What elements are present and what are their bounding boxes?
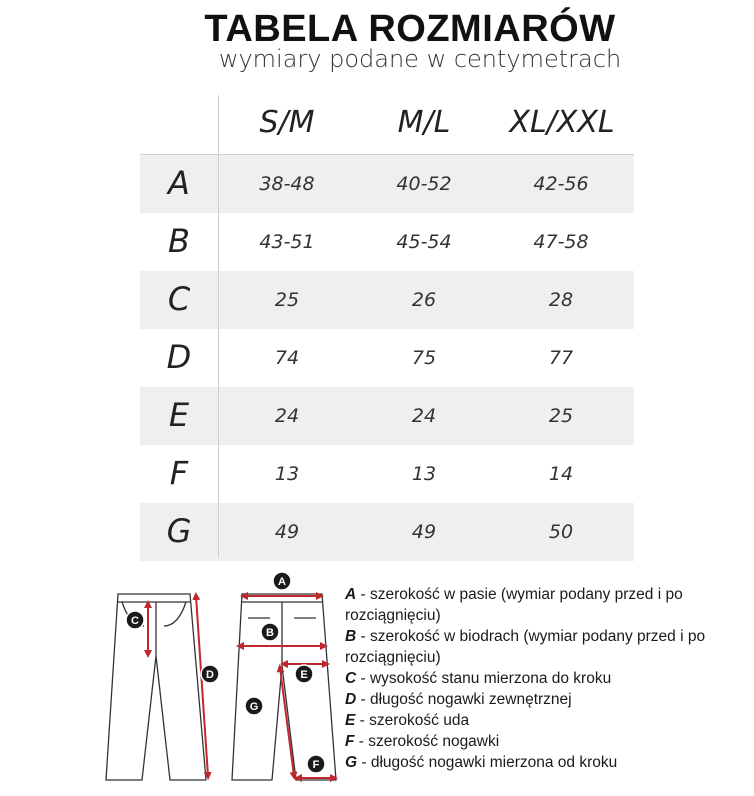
marker-d [201,665,219,683]
table-cell: 50 [548,521,574,543]
table-cell: 49 [274,521,300,543]
legend-key: G [345,754,358,771]
table-row [140,329,634,387]
legend-text: - szerokość nogawki [354,733,500,750]
column-header: XL/XXL [509,105,615,140]
row-label: G [166,512,192,550]
legend-key: C [345,670,357,687]
table-cell: 45-54 [396,231,452,253]
legend-item [345,731,745,752]
table-cell: 24 [411,405,437,427]
table-cell: 25 [274,289,300,311]
table-cell: 38-48 [259,173,315,195]
table-cell: 77 [548,347,574,369]
legend-item [345,710,745,731]
measure-line-g [280,668,294,776]
pants-diagram [100,568,340,790]
legend-item [345,689,745,710]
page-title: TABELA ROZMIARÓW [204,8,616,50]
table-divider-horizontal [140,154,634,155]
legend-key: E [345,712,356,729]
table-cell: 25 [548,405,574,427]
legend-text: - wysokość stanu mierzona do kroku [356,670,612,687]
table-cell: 13 [411,463,437,485]
table-divider-vertical [218,95,219,558]
marker-f [307,755,325,773]
table-row [140,445,634,503]
marker-b [261,623,279,641]
marker-e [295,665,313,683]
row-label: E [168,396,190,434]
legend-key: F [345,733,355,750]
svg-text:C: C [131,615,139,627]
svg-text:E: E [300,669,308,681]
legend-text: - długość nogawki mierzona od kroku [357,754,618,771]
svg-text:G: G [249,701,259,713]
table-row [140,387,634,445]
table-row [140,155,634,213]
table-cell: 42-56 [533,173,589,195]
column-header: S/M [259,105,315,140]
table-cell: 28 [548,289,574,311]
table-cell: 13 [274,463,300,485]
legend-item [345,752,745,773]
row-label: C [167,280,191,318]
marker-c [126,611,144,629]
legend-text: - szerokość w biodrach (wymiar podany przed i po rozciągnięciu) [345,628,706,666]
column-header: M/L [397,105,451,140]
legend-item [345,584,745,626]
legend-item [345,668,745,689]
table-cell: 43-51 [259,231,315,253]
legend-key: B [345,628,357,645]
table-cell: 75 [411,347,437,369]
svg-text:D: D [206,669,214,681]
table-cell: 40-52 [396,173,452,195]
legend-text: - szerokość uda [355,712,470,729]
row-label: D [166,338,192,376]
table-cell: 26 [411,289,437,311]
table-cell: 49 [411,521,437,543]
page-subtitle: wymiary podane w centymetrach [218,45,622,73]
row-label: B [168,222,190,260]
table-cell: 47-58 [533,231,589,253]
marker-g [245,697,263,715]
svg-text:A: A [278,576,286,588]
svg-text:F: F [312,759,320,771]
measurement-legend [345,584,745,773]
legend-key: D [345,691,357,708]
legend-item [345,626,745,668]
legend-text: - długość nogawki zewnętrznej [356,691,572,708]
table-row [140,213,634,271]
table-cell: 24 [274,405,300,427]
row-label: A [168,164,190,202]
svg-text:B: B [266,627,274,639]
pants-front-outline [106,594,206,780]
legend-key: A [345,586,357,603]
pants-back-outline [232,594,336,780]
table-row [140,271,634,329]
table-cell: 14 [548,463,574,485]
marker-a [273,572,291,590]
row-label: F [169,454,189,492]
legend-text: - szerokość w pasie (wymiar podany przed i po rozciągnięciu) [345,586,683,624]
table-cell: 74 [274,347,300,369]
table-row [140,503,634,561]
